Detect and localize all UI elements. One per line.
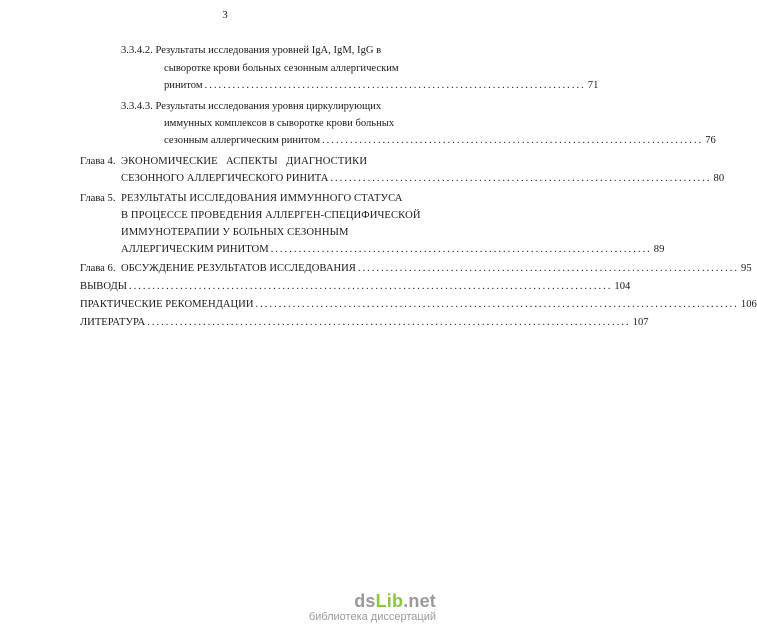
toc-recommendations xyxy=(80,299,757,311)
leader-dots: .................................................................................. xyxy=(204,80,586,91)
toc-conclusions-title: ВЫВОДЫ xyxy=(80,281,127,292)
toc-entry-3342-line1 xyxy=(121,45,381,57)
dslib-subtitle: библиотека диссертаций xyxy=(308,611,436,623)
leader-dots: ........................................................................................................ xyxy=(147,317,631,328)
toc-chapter-4-page: 80 xyxy=(713,173,725,184)
toc-entry-3343-page: 76 xyxy=(705,135,716,146)
toc-conclusions xyxy=(80,281,631,293)
toc-entry-3342-title-3: ринитом xyxy=(164,80,203,91)
toc-entry-3342-line2: сыворотке крови больных сезонным аллергическим xyxy=(164,63,399,74)
leader-dots: ........................................................................................................ xyxy=(255,299,739,310)
page-number: 3 xyxy=(222,9,228,21)
toc-conclusions-page: 104 xyxy=(614,281,631,292)
toc-chapter-4-label: Глава 4. xyxy=(80,156,116,167)
leader-dots: ........................................................................................................ xyxy=(128,281,613,292)
dslib-logo: dsLib.net xyxy=(354,591,436,611)
toc-literature xyxy=(80,317,649,329)
toc-chapter-4-line2 xyxy=(121,173,725,185)
leader-dots: .................................................................................. xyxy=(357,263,740,274)
toc-entry-3342-line3 xyxy=(164,80,599,92)
toc-entry-3343-line3 xyxy=(164,135,716,147)
toc-entry-3343-line1 xyxy=(121,101,381,113)
toc-entry-3342-page: 71 xyxy=(587,80,599,91)
toc-chapter-5-title-1: РЕЗУЛЬТАТЫ ИССЛЕДОВАНИЯ ИММУННОГО СТАТУСА xyxy=(121,193,403,204)
toc-literature-title: ЛИТЕРАТУРА xyxy=(80,317,146,328)
toc-chapter-6-label: Глава 6. xyxy=(80,263,116,274)
toc-literature-page: 107 xyxy=(632,317,649,328)
dslib-watermark xyxy=(309,591,436,623)
leader-dots: .................................................................................. xyxy=(330,173,712,184)
toc-entry-3342-number: 3.3.4.2. xyxy=(121,45,153,56)
toc-chapter-6-title-1: ОБСУЖДЕНИЕ РЕЗУЛЬТАТОВ ИССЛЕДОВАНИЯ xyxy=(121,263,356,274)
toc-chapter-6-page: 95 xyxy=(741,263,752,274)
toc-chapter-5-title-2: В ПРОЦЕССЕ ПРОВЕДЕНИЯ АЛЛЕРГЕН-СПЕЦИФИЧЕСКОЙ xyxy=(121,210,421,221)
toc-chapter-6-line1 xyxy=(121,263,752,275)
toc-chapter-4-title-1: ЭКОНОМИЧЕСКИЕ АСПЕКТЫ ДИАГНОСТИКИ xyxy=(121,156,368,167)
toc-entry-3343-title-1: Результаты исследования уровня циркулирующих xyxy=(155,101,382,112)
toc-chapter-5-title-3: ИММУНОТЕРАПИИ У БОЛЬНЫХ СЕЗОННЫМ xyxy=(121,227,349,238)
toc-recommendations-title: ПРАКТИЧЕСКИЕ РЕКОМЕНДАЦИИ xyxy=(80,299,254,310)
leader-dots: .................................................................................. xyxy=(322,135,704,146)
toc-entry-3343-line2: иммунных комплексов в сыворотке крови больных xyxy=(164,118,395,129)
toc-chapter-5-label: Глава 5. xyxy=(80,193,116,204)
toc-recommendations-page: 106 xyxy=(740,299,757,310)
toc-chapter-5-title-4: АЛЛЕРГИЧЕСКИМ РИНИТОМ xyxy=(121,244,269,255)
toc-entry-3342-title-1: Результаты исследования уровней IgA, IgM, IgG в xyxy=(155,45,382,56)
toc-chapter-5-line4 xyxy=(121,244,665,256)
toc-chapter-4-title-2: СЕЗОННОГО АЛЛЕРГИЧЕСКОГО РИНИТА xyxy=(121,173,329,184)
toc-entry-3343-number: 3.3.4.3. xyxy=(121,101,153,112)
toc-entry-3343-title-3: сезонным аллергическим ринитом xyxy=(164,135,321,146)
leader-dots: .................................................................................. xyxy=(270,244,652,255)
toc-chapter-5-page: 89 xyxy=(653,244,665,255)
